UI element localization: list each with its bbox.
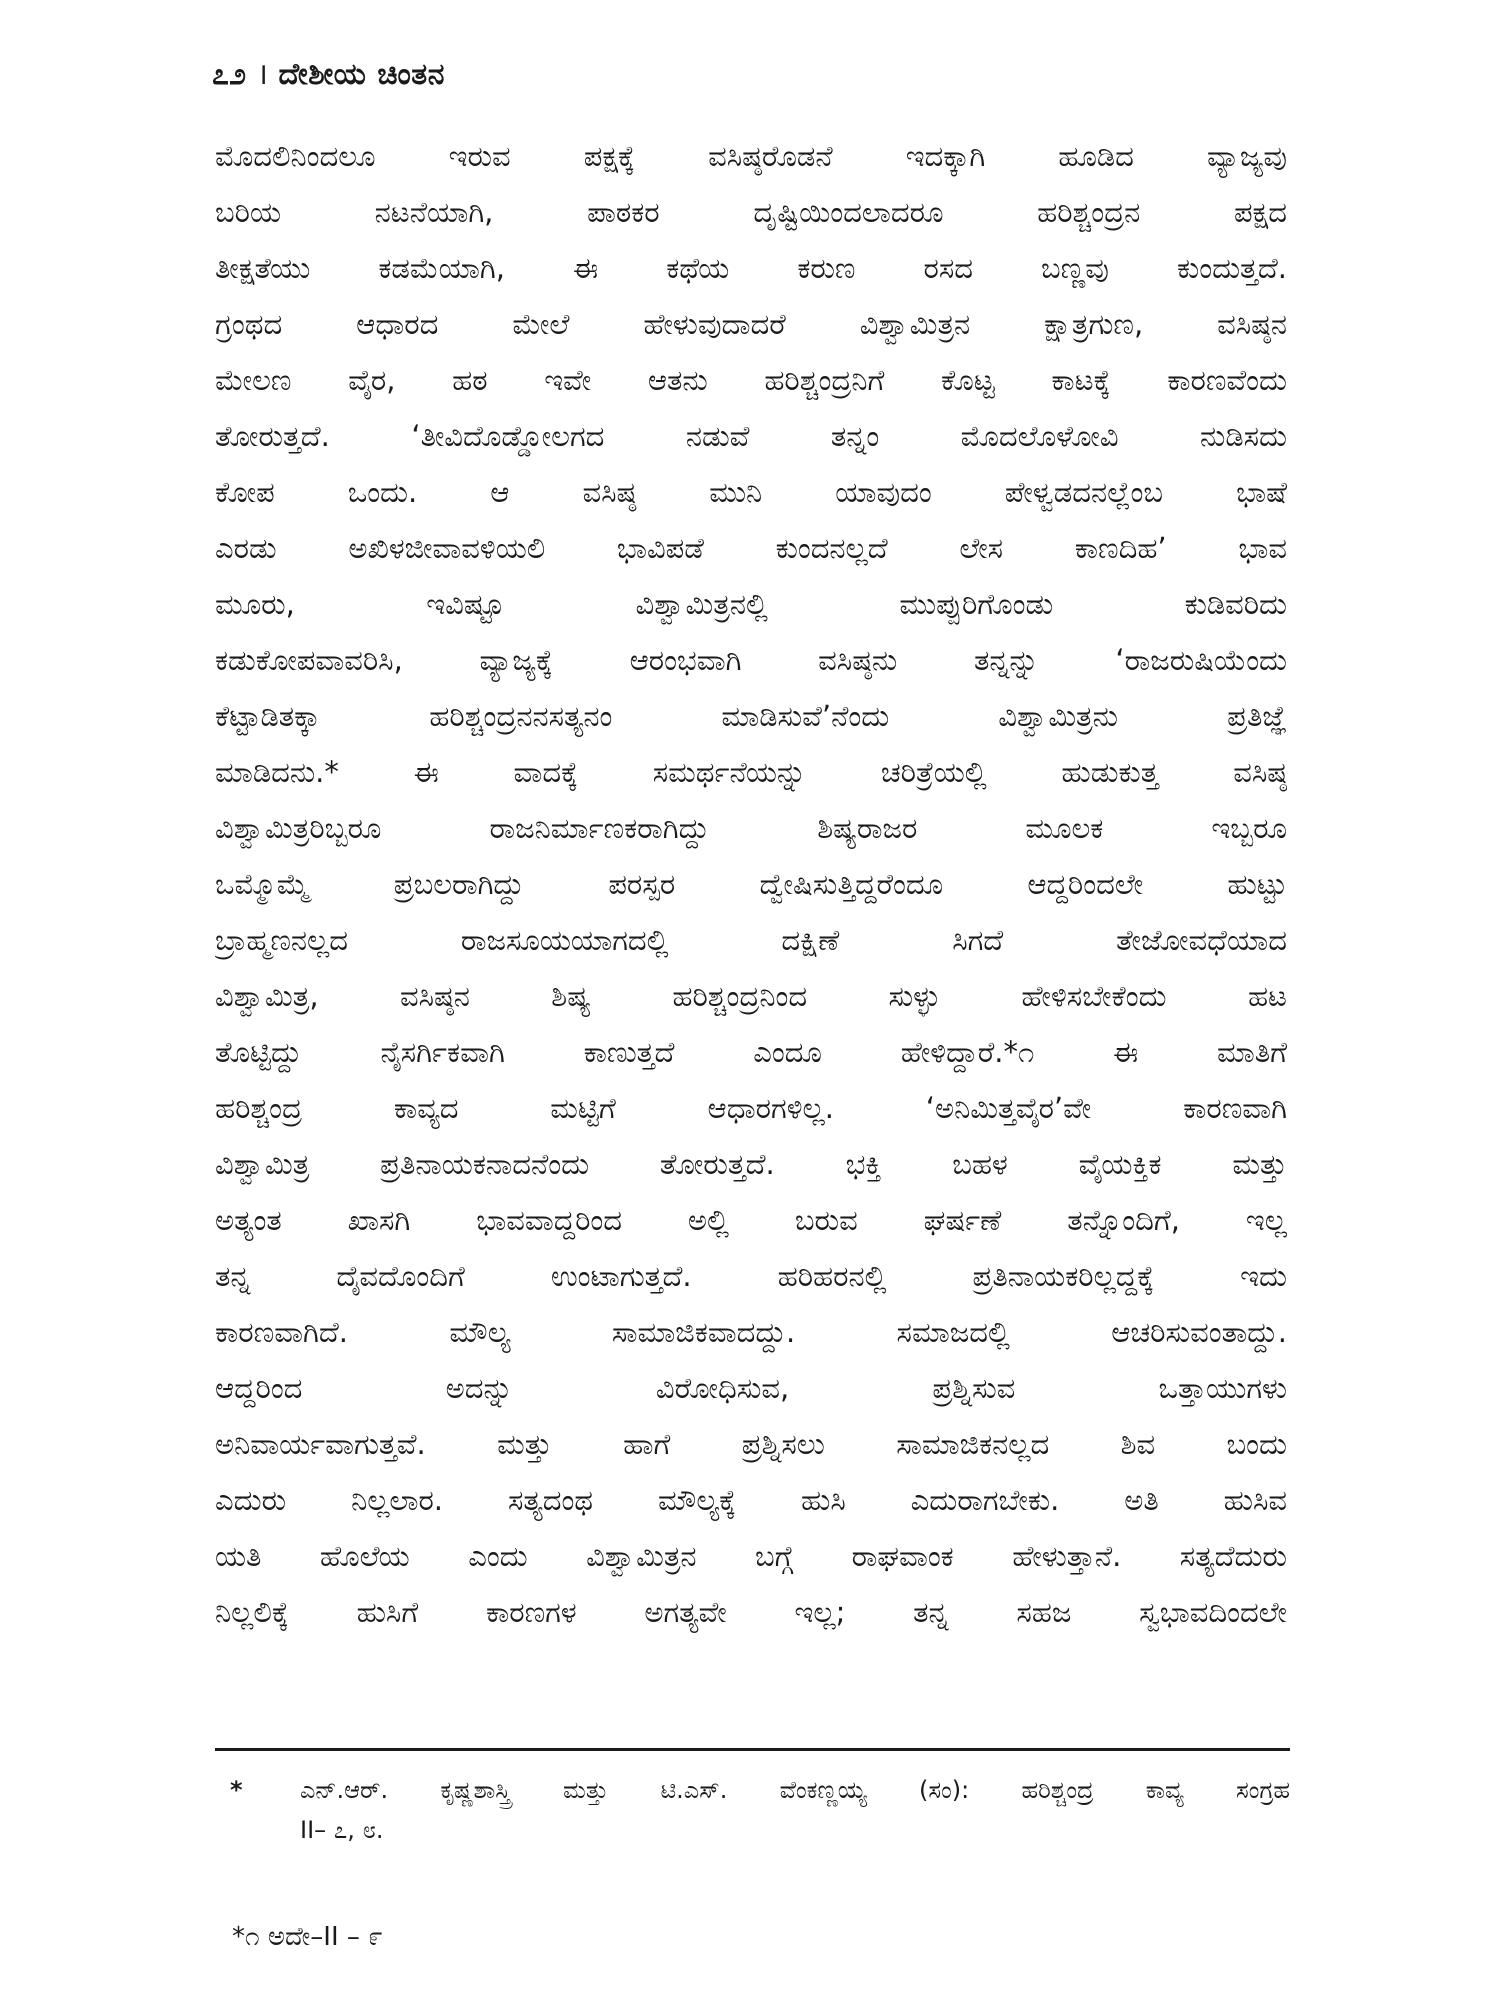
text-line: ತೋರುತ್ತದೆ. ‘ತೀವಿದೊಡ್ಡೋಲಗದ ನಡುವೆ ತನ್ನಂ ಮೊದಲೊಳೋವಿ ನುಡಿಸದು — [215, 419, 1287, 453]
text-line: ಮೇಲಣ ವೈರ, ಹಠ ಇವೇ ಆತನು ಹರಿಶ್ಚಂದ್ರನಿಗೆ ಕೊಟ್ಟ ಕಾಟಕ್ಕೆ ಕಾರಣವೆಂದು — [215, 363, 1287, 397]
text-line: ಕಡುಕೋಪವಾವರಿಸಿ, ವ್ಯಾಜ್ಯಕ್ಕೆ ಆರಂಭವಾಗಿ ವಸಿಷ್ಠನು ತನ್ನನ್ನು ‘ರಾಜರುಷಿಯೆಂದು — [215, 643, 1287, 677]
text-line: ತನ್ನ ದೈವದೊಂದಿಗೆ ಉಂಟಾಗುತ್ತದೆ. ಹರಿಹರನಲ್ಲಿ ಪ್ರತಿನಾಯಕರಿಲ್ಲದ್ದಕ್ಕೆ ಇದು — [215, 1259, 1287, 1293]
footnotes — [230, 1770, 1290, 1850]
book-title: ದೇಶೀಯ ಚಿಂತನ — [278, 57, 445, 92]
text-line: ಬರಿಯ ನಟನೆಯಾಗಿ, ಪಾಠಕರ ದೃಷ್ಟಿಯಿಂದಲಾದರೂ ಹರಿಶ್ಚಂದ್ರನ ಪಕ್ಷದ — [215, 195, 1287, 229]
text-line: ಎರಡು ಅಖಿಳಜೀವಾವಳಿಯಲಿ ಭಾವಿಪಡೆ ಕುಂದನಲ್ಲದೆ ಲೇಸ ಕಾಣದಿಹ’ ಭಾವ — [215, 531, 1287, 565]
footnote-1-text: ಎನ್.ಆರ್. ಕೃಷ್ಣಶಾಸ್ತ್ರಿ ಮತ್ತು ಟಿ.ಎಸ್. ವೆಂಕಣ್ಣಯ್ಯ (ಸಂ): ಹರಿಶ್ಚಂದ್ರ ಕಾವ್ಯ ಸಂಗ್ರಹ — [300, 1776, 1290, 1804]
footnote-1 — [230, 1770, 1290, 1850]
text-line: ಹರಿಶ್ಚಂದ್ರ ಕಾವ್ಯದ ಮಟ್ಟಿಗೆ ಆಧಾರಗಳಿಲ್ಲ. ‘ಅನಿಮಿತ್ತವೈರ’ವೇ ಕಾರಣವಾಗಿ — [215, 1091, 1287, 1125]
text-line: ಒಮ್ಮೊಮ್ಮೆ ಪ್ರಬಲರಾಗಿದ್ದು ಪರಸ್ಪರ ದ್ವೇಷಿಸುತ್ತಿದ್ದರೆಂದೂ ಆದ್ದರಿಂದಲೇ ಹುಟ್ಟು — [215, 867, 1287, 901]
page-number: ೭೨ — [212, 57, 247, 92]
text-line: ಮೂರು, ಇವಿಷ್ಟೂ ವಿಶ್ವಾಮಿತ್ರನಲ್ಲಿ ಮುಪ್ಪುರಿಗೊಂಡು ಕುಡಿವರಿದು — [215, 587, 1287, 621]
text-line: ಬ್ರಾಹ್ಮಣನಲ್ಲದ ರಾಜಸೂಯಯಾಗದಲ್ಲಿ ದಕ್ಷಿಣೆ ಸಿಗದೆ ತೇಜೋವಧೆಯಾದ — [215, 923, 1287, 957]
header-separator: । — [256, 57, 269, 92]
text-line: ಮಾಡಿದನು.* ಈ ವಾದಕ್ಕೆ ಸಮರ್ಥನೆಯನ್ನು ಚರಿತ್ರೆಯಲ್ಲಿ ಹುಡುಕುತ್ತ ವಸಿಷ್ಠ — [215, 755, 1287, 789]
footnote-1-continuation: II– ೭, ೮. — [300, 1816, 384, 1844]
text-line: ವಿಶ್ವಾಮಿತ್ರರಿಬ್ಬರೂ ರಾಜನಿರ್ಮಾಣಕರಾಗಿದ್ದು ಶಿಷ್ಯರಾಜರ ಮೂಲಕ ಇಬ್ಬರೂ — [215, 811, 1287, 845]
text-line: ಆದ್ದರಿಂದ ಅದನ್ನು ವಿರೋಧಿಸುವ, ಪ್ರಶ್ನಿಸುವ ಒತ್ತಾಯುಗಳು — [215, 1371, 1287, 1405]
footnote-1-mark: * — [230, 1776, 243, 1804]
text-line: ಕಾರಣವಾಗಿದೆ. ಮೌಲ್ಯ ಸಾಮಾಜಿಕವಾದದ್ದು. ಸಮಾಜದಲ್ಲಿ ಆಚರಿಸುವಂತಾದ್ದು. — [215, 1315, 1287, 1349]
text-line: ಎದುರು ನಿಲ್ಲಲಾರ. ಸತ್ಯದಂಥ ಮೌಲ್ಯಕ್ಕೆ ಹುಸಿ ಎದುರಾಗಬೇಕು. ಅತಿ ಹುಸಿವ — [215, 1483, 1287, 1517]
text-line: ಅತ್ಯಂತ ಖಾಸಗಿ ಭಾವವಾದ್ದರಿಂದ ಅಲ್ಲಿ ಬರುವ ಘರ್ಷಣೆ ತನ್ನೊಂದಿಗೆ, ಇಲ್ಲ — [215, 1203, 1287, 1237]
running-head — [212, 52, 445, 93]
footnote-divider — [215, 1748, 1290, 1751]
footnote-2: *೧ ಅದೇ–II – ೯ — [232, 1922, 383, 1952]
text-line: ತೊಟ್ಟಿದ್ದು ನೈಸರ್ಗಿಕವಾಗಿ ಕಾಣುತ್ತದೆ ಎಂದೂ ಹೇಳಿದ್ದಾರೆ.*೧ ಈ ಮಾತಿಗೆ — [215, 1035, 1287, 1069]
text-line: ವಿಶ್ವಾಮಿತ್ರ, ವಸಿಷ್ಠನ ಶಿಷ್ಯ ಹರಿಶ್ಚಂದ್ರನಿಂದ ಸುಳ್ಳು ಹೇಳಿಸಬೇಕೆಂದು ಹಟ — [215, 979, 1287, 1013]
text-line: ತೀಕ್ಷತೆಯು ಕಡಮೆಯಾಗಿ, ಈ ಕಥೆಯ ಕರುಣ ರಸದ ಬಣ್ಣವು ಕುಂದುತ್ತದೆ. — [215, 251, 1287, 285]
text-line: ಕೆಟ್ಟಾಡಿತಕ್ಕಾ ಹರಿಶ್ಚಂದ್ರನನಸತ್ಯನಂ ಮಾಡಿಸುವೆ’ನೆಂದು ವಿಶ್ವಾಮಿತ್ರನು ಪ್ರತಿಜ್ಞೆ — [215, 699, 1287, 733]
text-line: ಗ್ರಂಥದ ಆಧಾರದ ಮೇಲೆ ಹೇಳುವುದಾದರೆ ವಿಶ್ವಾಮಿತ್ರನ ಕ್ಷಾತ್ರಗುಣ, ವಸಿಷ್ಠನ — [215, 307, 1287, 341]
text-line: ಮೊದಲಿನಿಂದಲೂ ಇರುವ ಪಕ್ಷಕ್ಕೆ ವಸಿಷ್ಠರೊಡನೆ ಇದಕ್ಕಾಗಿ ಹೂಡಿದ ವ್ಯಾಜ್ಯವು — [215, 139, 1287, 173]
text-line: ನಿಲ್ಲಲಿಕ್ಕೆ ಹುಸಿಗೆ ಕಾರಣಗಳ ಅಗತ್ಯವೇ ಇಲ್ಲ; ತನ್ನ ಸಹಜ ಸ್ವಭಾವದಿಂದಲೇ — [215, 1595, 1287, 1629]
text-line: ವಿಶ್ವಾಮಿತ್ರ ಪ್ರತಿನಾಯಕನಾದನೆಂದು ತೋರುತ್ತದೆ. ಭಕ್ತಿ ಬಹಳ ವೈಯಕ್ತಿಕ ಮತ್ತು — [215, 1147, 1287, 1181]
text-line: ಯತಿ ಹೊಲೆಯ ಎಂದು ವಿಶ್ವಾಮಿತ್ರನ ಬಗ್ಗೆ ರಾಘವಾಂಕ ಹೇಳುತ್ತಾನೆ. ಸತ್ಯದೆದುರು — [215, 1539, 1287, 1573]
body-text — [215, 128, 1287, 1640]
text-line: ಕೋಪ ಒಂದು. ಆ ವಸಿಷ್ಠ ಮುನಿ ಯಾವುದಂ ಪೇಳ್ವಡದನಲ್ಲೆಂಬ ಭಾಷೆ — [215, 475, 1287, 509]
text-line: ಅನಿವಾರ್ಯವಾಗುತ್ತವೆ. ಮತ್ತು ಹಾಗೆ ಪ್ರಶ್ನಿಸಲು ಸಾಮಾಜಿಕನಲ್ಲದ ಶಿವ ಬಂದು — [215, 1427, 1287, 1461]
